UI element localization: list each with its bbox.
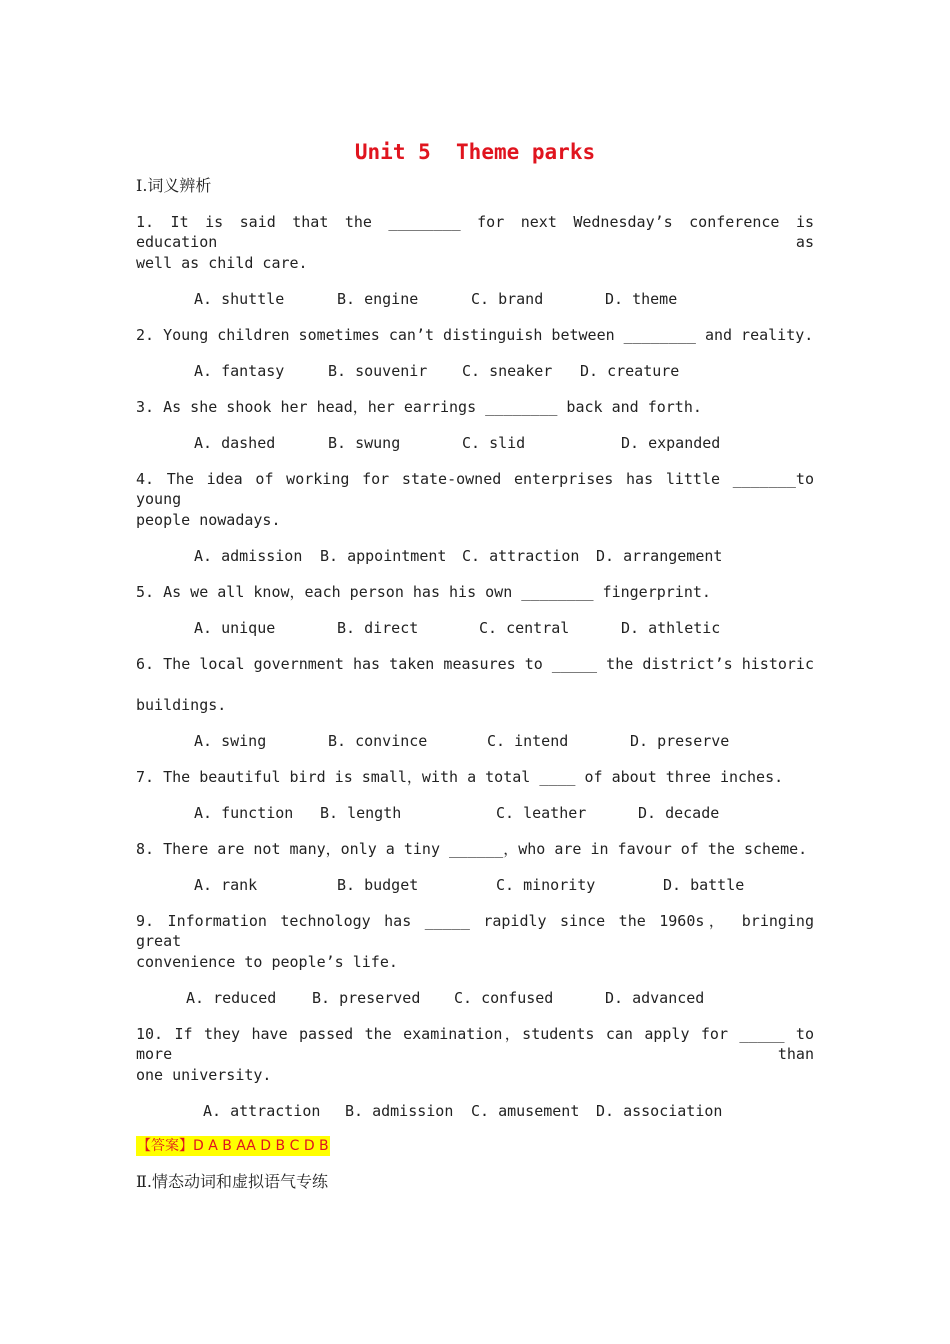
option-c: C. central xyxy=(479,619,570,637)
option-a: A. dashed xyxy=(194,434,276,452)
option-c: C. sneaker xyxy=(462,362,553,380)
option-d: D. creature xyxy=(580,362,680,380)
question-8-text: 8. There are not many，only a tiny ______，who are in favour of the scheme. xyxy=(136,840,808,858)
option-d: D. advanced xyxy=(605,989,705,1007)
option-c: C. amusement xyxy=(471,1102,580,1120)
option-b: B. convince xyxy=(328,732,428,750)
section-heading-modal-verbs: Ⅱ.情态动词和虚拟语气专练 xyxy=(136,1172,328,1191)
option-a: A. fantasy xyxy=(194,362,285,380)
option-c: C. attraction xyxy=(462,547,580,565)
question-10-text: 10. If they have passed the examination，students can apply for _____ to more than xyxy=(136,1025,814,1063)
option-c: C. confused xyxy=(454,989,554,1007)
option-c: C. slid xyxy=(462,434,526,452)
option-b: B. direct xyxy=(337,619,419,637)
question-2-text: 2. Young children sometimes can’t distinguish between ________ and reality. xyxy=(136,326,814,344)
question-1-text-cont: well as child care. xyxy=(136,254,308,272)
option-a: A. admission xyxy=(194,547,303,565)
option-a: A. shuttle xyxy=(194,290,285,308)
question-10-text-cont: one university. xyxy=(136,1066,272,1084)
option-c: C. leather xyxy=(496,804,587,822)
question-5-text: 5. As we all know，each person has his own ________ fingerprint. xyxy=(136,583,711,601)
answer-key: 【答案】D A B AA D B C D B xyxy=(137,1138,329,1154)
option-b: B. swung xyxy=(328,434,401,452)
option-b: B. appointment xyxy=(320,547,447,565)
question-6-text-cont: buildings. xyxy=(136,696,227,714)
question-7-text: 7. The beautiful bird is small，with a total ____ of about three inches. xyxy=(136,768,784,786)
question-6-text: 6. The local government has taken measures to _____ the district’s historic xyxy=(136,655,814,673)
option-b: B. souvenir xyxy=(328,362,428,380)
option-b: B. engine xyxy=(337,290,419,308)
question-9-text-cont: convenience to people’s life. xyxy=(136,953,398,971)
section-heading-vocabulary: Ⅰ.词义辨析 xyxy=(136,176,212,195)
option-b: B. admission xyxy=(345,1102,454,1120)
option-d: D. preserve xyxy=(630,732,730,750)
option-c: C. minority xyxy=(496,876,596,894)
question-3-text: 3. As she shook her head，her earrings ________ back and forth. xyxy=(136,398,702,416)
option-a: A. rank xyxy=(194,876,258,894)
option-a: A. swing xyxy=(194,732,267,750)
option-c: C. intend xyxy=(487,732,569,750)
option-a: A. function xyxy=(194,804,294,822)
question-1-text: 1. It is said that the ________ for next Wednesday’s conference is education as xyxy=(136,213,814,251)
option-d: D. battle xyxy=(663,876,745,894)
option-d: D. expanded xyxy=(621,434,721,452)
option-d: D. decade xyxy=(638,804,720,822)
question-4-text-cont: people nowadays. xyxy=(136,511,281,529)
page-title: Unit 5 Theme parks xyxy=(354,140,596,164)
question-9-text: 9. Information technology has _____ rapidly since the 1960s， bringing great xyxy=(136,912,814,950)
option-b: B. preserved xyxy=(312,989,421,1007)
option-c: C. brand xyxy=(471,290,544,308)
option-d: D. theme xyxy=(605,290,678,308)
option-b: B. length xyxy=(320,804,402,822)
option-a: A. reduced xyxy=(186,989,277,1007)
option-d: D. athletic xyxy=(621,619,721,637)
option-a: A. attraction xyxy=(203,1102,321,1120)
option-a: A. unique xyxy=(194,619,276,637)
option-b: B. budget xyxy=(337,876,419,894)
option-d: D. arrangement xyxy=(596,547,723,565)
option-d: D. association xyxy=(596,1102,723,1120)
question-4-text: 4. The idea of working for state-owned enterprises has little _______to young xyxy=(136,470,814,508)
